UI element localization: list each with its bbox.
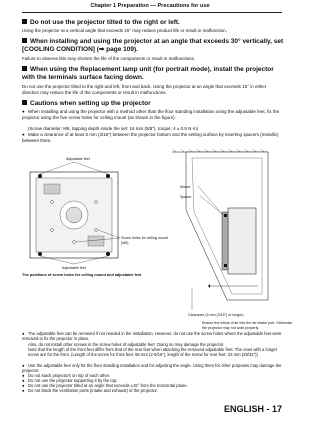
body-cooling: Failure to observe this may shorten the life of the components or result in malfunctions.	[22, 56, 196, 61]
square-bullet-icon	[22, 38, 27, 43]
heading-text: Cautions when setting up the projector	[30, 100, 151, 107]
heading-text: When installing and using the projector at an angle that exceeds 30° vertically, set [COOLING CONDITION] (➡ page 109).	[22, 38, 284, 53]
setup-bullet-1: ● When installing and using the projector with a method other than the floor standing installation using the adjustable feet, fix the projector using the five screw holes for ceiling mount (as shown in the figure).	[22, 109, 280, 120]
adjustable-foot	[38, 252, 42, 256]
bullet-5: ● Do not use the projector tilted at an angle that exceeds ±15° from the horizontal plane.	[22, 383, 188, 388]
figure-note-2: the projector may not work properly.	[202, 326, 260, 330]
screw-hole	[51, 229, 54, 232]
bullet-6: ● Do not block the ventilation ports (intake and exhaust) of the projector.	[22, 388, 158, 393]
chapter-header: Chapter 1 Preparation — Precautions for use	[90, 3, 210, 9]
header-rule	[22, 12, 282, 13]
label-adjustable-feet-top: Adjustable feet	[66, 157, 90, 161]
figure-caption: The positions of screw holes for ceiling mount and adjustable feet	[22, 273, 142, 277]
heading-text: When using the Replacement lamp unit (for portrait mode), install the projector with the terminals surface facing down.	[22, 66, 274, 81]
bullet-1: ● The adjustable feet can be removed if not needed in the installation. However, do not use the screw holes where the adjustable feet were removed to fix the projector in place.	[22, 331, 282, 342]
screw-hole	[95, 201, 98, 204]
adjustable-foot	[38, 174, 42, 178]
heading-cautions	[22, 100, 284, 108]
bullet-2: ● Use the adjustable feet only for the floor standing installation and for adjusting the angle. Using them for other purposes may damage the projector.	[22, 363, 282, 374]
square-bullet-icon	[22, 19, 27, 24]
screw-hole	[95, 229, 98, 232]
figure-note-1: Ensure the inflow of air into the air intake port. Otherwise	[202, 321, 293, 325]
screw-hole	[51, 201, 54, 204]
body-tilt: Using the projector at a vertical angle that exceeds 15° may reduce product life or result in malfunction.	[22, 28, 227, 33]
page-footer: ENGLISH - 17	[223, 404, 282, 414]
bullet-4: ● Do not use the projector supporting it by the top.	[22, 378, 118, 383]
ceiling-mount-illustration	[172, 149, 268, 300]
screw-hole	[73, 241, 76, 244]
label-screw-holes: Screw holes for ceiling mount	[121, 236, 168, 240]
label-spacer: Spacer	[180, 195, 192, 199]
label-screw-holes-size: (M6)	[121, 241, 129, 245]
label-clearance: Clearance (5 mm (3/16") or longer)	[188, 313, 244, 317]
bullet-1-cont-b: Note that the length of the front feet differ from that of the rear feet when attaching the removed adjustable feet. The ones with a longer screw are for the front. (Length of the screw for front feet: 65 mm (2-9/16"), length of the screw for rear feet: 23 mm (29/32"))	[28, 347, 278, 358]
heading-tilt	[22, 19, 284, 27]
spacer	[224, 264, 227, 267]
label-mount: Mount	[180, 185, 190, 189]
adjustable-foot	[106, 174, 110, 178]
square-bullet-icon	[22, 100, 27, 105]
bullet-3: ● Do not stack projectors on top of each other.	[22, 373, 111, 378]
heading-text: Do not use the projector tilted to the right or left.	[30, 19, 180, 26]
label-adjustable-feet-bottom: Adjustable feet	[62, 266, 86, 270]
setup-bullet-1-spec: (Screw diameter: M6, tapping depth inside the set: 16 mm (5/8"), torque: 4 ± 0.5 N·m)	[28, 126, 199, 131]
mount-bracket	[222, 212, 228, 270]
heading-portrait	[22, 66, 284, 81]
bullet-1-cont-a: Also, do not install other screws in the screw holes of adjustable feet. Doing so may damage the projector.	[28, 342, 225, 347]
mounted-projector	[228, 208, 256, 274]
body-portrait: Do not use the projector tilted to the right and left, front and back. Using the projector at an angle that exceeds 15° in either direction may reduce the life of the components or result in malfunctions.	[22, 84, 267, 95]
projector-bottom-view	[30, 172, 118, 258]
setup-bullet-2: ● Make a clearance of at least 5 mm (3/16") between the projector bottom and the setting surface by inserting spacers (metallic) between them.	[22, 132, 279, 143]
adjustable-foot	[106, 252, 110, 256]
heading-cooling	[22, 38, 284, 53]
square-bullet-icon	[22, 66, 27, 71]
setup-figure	[22, 150, 293, 354]
